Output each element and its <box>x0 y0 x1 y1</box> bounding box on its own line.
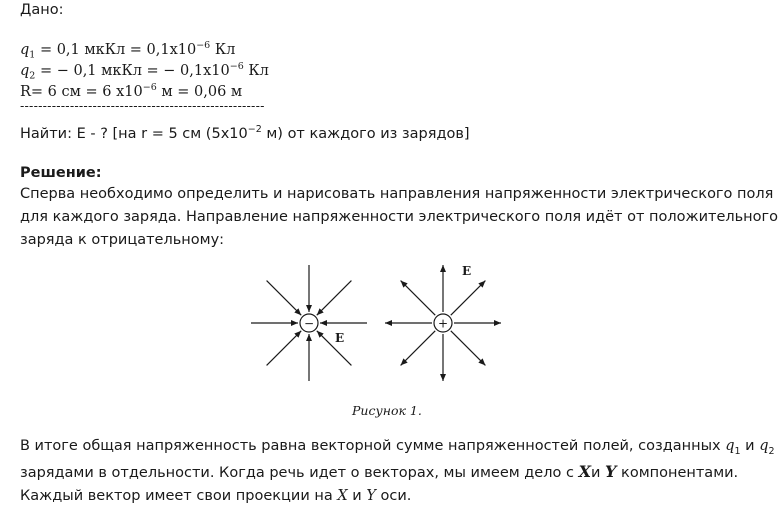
negative-field-arrow-7 <box>317 281 352 316</box>
find-post: м) от каждого из зарядов] <box>261 125 470 142</box>
q1-symbol: q <box>20 41 30 58</box>
summary-and: и <box>740 438 760 454</box>
x-symbol: X <box>578 462 591 481</box>
q1-unit: Кл <box>210 41 236 58</box>
negative-sign: − <box>303 316 315 331</box>
positive-field-arrow-1 <box>451 331 486 366</box>
find-exponent: −2 <box>247 124 262 135</box>
summary-line-2 <box>20 462 738 483</box>
summary-and-2: и <box>590 465 606 481</box>
negative-field-arrow-3 <box>267 331 302 366</box>
summary-text-3b: оси. <box>375 488 412 504</box>
negative-field-arrow-5 <box>267 281 302 316</box>
negative-field-label: E <box>335 331 345 345</box>
positive-field-arrow-3 <box>401 331 436 366</box>
x-axis-symbol: X <box>337 488 348 504</box>
y-symbol: Y <box>605 462 617 481</box>
q2-equation: = − 0,1 мкКл = − 0,1x10 <box>35 62 230 79</box>
negative-charge-field <box>251 265 367 381</box>
q2-symbol: q <box>20 62 30 79</box>
summary-text-2a: зарядами в отдельности. Когда речь идет о векторах, мы имеем дело с <box>20 465 579 481</box>
q-symbol-1: q <box>725 438 735 454</box>
summary-and-3: и <box>347 488 367 504</box>
distance-pre: R= 6 см = 6 x10 <box>20 83 143 100</box>
positive-field-arrow-5 <box>401 281 436 316</box>
given-title: Дано: <box>20 2 64 18</box>
q-subscript-1: 1 <box>734 445 741 457</box>
positive-sign: + <box>437 316 449 331</box>
summary-line-3 <box>20 486 411 506</box>
summary-text-2b: компонентами. <box>616 465 739 481</box>
q2-unit: Кл <box>243 62 269 79</box>
q1-subscript: 1 <box>29 49 36 61</box>
divider: ------------------------------------------------------ <box>20 99 265 113</box>
distance-exponent: −6 <box>142 82 157 93</box>
q1-exponent: −6 <box>196 40 211 51</box>
paragraph-line-3: заряда к отрицательному: <box>20 232 225 248</box>
distance-post: м = 0,06 м <box>156 83 243 100</box>
q1-equation: = 0,1 мкКл = 0,1x10 <box>35 41 197 58</box>
q2-subscript: 2 <box>29 70 36 82</box>
positive-charge-field <box>385 264 501 381</box>
q-symbol-2: q <box>759 438 769 454</box>
positive-field-arrow-7 <box>451 281 486 316</box>
summary-line-1 <box>20 436 775 462</box>
positive-field-label: E <box>462 264 472 278</box>
q-subscript-2: 2 <box>768 445 775 457</box>
y-axis-symbol: Y <box>366 488 376 504</box>
q2-exponent: −6 <box>229 61 244 72</box>
summary-text-3a: Каждый вектор имеет свои проекции на <box>20 488 338 504</box>
find-pre: Найти: E - ? [на r = 5 см (5x10 <box>20 125 248 142</box>
paragraph-line-2: для каждого заряда. Направление напряженности электрического поля идёт от положительного <box>20 209 778 225</box>
figure-caption: Рисунок 1. <box>352 403 422 418</box>
solution-title: Решение: <box>20 165 102 181</box>
paragraph-line-1: Сперва необходимо определить и нарисовать направления напряженности электрического поля <box>20 186 774 202</box>
summary-text-1: В итоге общая напряженность равна векторной сумме напряженностей полей, созданных <box>20 438 726 454</box>
